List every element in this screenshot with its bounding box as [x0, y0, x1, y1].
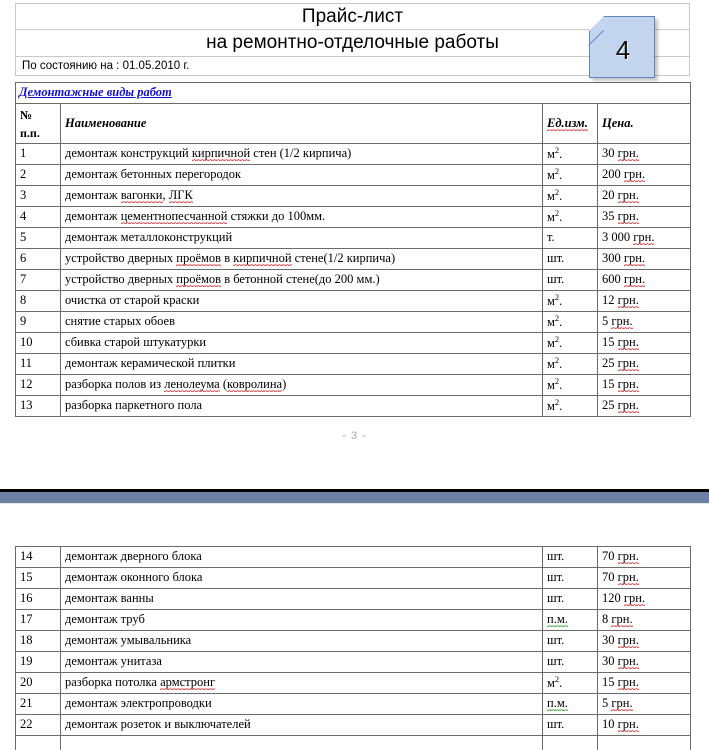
table-row[interactable]	[16, 228, 691, 249]
table-row[interactable]	[16, 375, 691, 396]
price-table-page-2	[15, 546, 691, 750]
row-price: 20 грн.	[598, 186, 691, 207]
row-price: 12 грн.	[598, 291, 691, 312]
row-name: снятие старых обоев	[61, 312, 543, 333]
row-name: демонтаж вагонки, ЛГК	[61, 186, 543, 207]
row-number: 8	[16, 291, 61, 312]
row-price: 15 грн.	[598, 375, 691, 396]
table-row[interactable]	[16, 333, 691, 354]
row-number: 6	[16, 249, 61, 270]
table-row[interactable]	[16, 270, 691, 291]
table-row[interactable]	[16, 568, 691, 589]
row-price	[598, 736, 691, 750]
row-name: демонтаж труб	[61, 610, 543, 631]
row-unit: шт.	[543, 568, 598, 589]
row-name: сбивка старой штукатурки	[61, 333, 543, 354]
row-number: 14	[16, 547, 61, 568]
page-footer: - 3 -	[342, 430, 367, 442]
document-as-of-date: По состоянию на : 01.05.2010 г.	[16, 57, 690, 76]
row-unit: $м^2$.	[543, 333, 598, 354]
row-price: 70 грн.	[598, 547, 691, 568]
document-title-line2: на ремонтно-отделочные работы	[16, 30, 690, 57]
row-number: 20	[16, 673, 61, 694]
row-unit: шт.	[543, 715, 598, 736]
row-unit	[543, 736, 598, 750]
row-number: 9	[16, 312, 61, 333]
header-unit	[543, 104, 598, 144]
row-price: 35 грн.	[598, 207, 691, 228]
row-price: 15 грн.	[598, 673, 691, 694]
document-title-line1: Прайс-лист	[16, 4, 690, 30]
header-name: Наименование	[61, 104, 543, 144]
table-row[interactable]	[16, 652, 691, 673]
row-unit: шт.	[543, 249, 598, 270]
row-number: 3	[16, 186, 61, 207]
row-number: 15	[16, 568, 61, 589]
sticky-note[interactable]	[589, 16, 655, 78]
row-price: 10 грн.	[598, 715, 691, 736]
table-row[interactable]	[16, 715, 691, 736]
row-number: 7	[16, 270, 61, 291]
row-price: 15 грн.	[598, 333, 691, 354]
section-header-row	[16, 83, 691, 104]
row-price: 200 грн.	[598, 165, 691, 186]
row-unit: шт.	[543, 270, 598, 291]
row-unit: п.м.	[543, 610, 598, 631]
row-name: демонтаж розеток и выключателей	[61, 715, 543, 736]
row-name: демонтаж конструкций кирпичной стен (1/2 кирпича)	[61, 144, 543, 165]
row-unit: $м^2$.	[543, 312, 598, 333]
row-price: 120 грн.	[598, 589, 691, 610]
sticky-note-number: 4	[615, 34, 631, 65]
header-num-line1: №	[20, 107, 33, 122]
header-num	[16, 104, 61, 144]
row-number: 4	[16, 207, 61, 228]
row-unit: $м^2$.	[543, 673, 598, 694]
row-unit: шт.	[543, 631, 598, 652]
price-table-page-1	[15, 82, 691, 417]
row-number: 1	[16, 144, 61, 165]
section-title: Демонтажные виды работ	[19, 85, 172, 100]
row-price: 5 грн.	[598, 312, 691, 333]
row-number: 22	[16, 715, 61, 736]
row-unit: шт.	[543, 547, 598, 568]
row-number: 12	[16, 375, 61, 396]
row-name: демонтаж цементнопесчанной стяжки до 100мм.	[61, 207, 543, 228]
row-number: 11	[16, 354, 61, 375]
header-unit-text: Ед.изм.	[547, 116, 588, 131]
row-name: разборка полов из ленолеума (ковролина)	[61, 375, 543, 396]
row-number	[16, 736, 61, 750]
row-name: демонтаж бетонных перегородок	[61, 165, 543, 186]
row-unit: $м^2$.	[543, 144, 598, 165]
row-name: демонтаж электропроводки	[61, 694, 543, 715]
row-name: разборка потолка армстронг	[61, 673, 543, 694]
row-number: 17	[16, 610, 61, 631]
row-price: 3 000 грн.	[598, 228, 691, 249]
table-row[interactable]	[16, 354, 691, 375]
row-price: 30 грн.	[598, 144, 691, 165]
row-price: 30 грн.	[598, 652, 691, 673]
table-row[interactable]	[16, 291, 691, 312]
row-name: демонтаж умывальника	[61, 631, 543, 652]
row-unit: $м^2$.	[543, 207, 598, 228]
price-table-body-page-2	[16, 547, 691, 750]
row-unit: $м^2$.	[543, 375, 598, 396]
row-number: 19	[16, 652, 61, 673]
price-table-body-page-1	[16, 83, 691, 417]
table-row[interactable]	[16, 547, 691, 568]
row-unit: $м^2$.	[543, 396, 598, 417]
row-number: 2	[16, 165, 61, 186]
row-price: 8 грн.	[598, 610, 691, 631]
row-name: демонтаж ванны	[61, 589, 543, 610]
row-name: демонтаж унитаза	[61, 652, 543, 673]
row-unit: $м^2$.	[543, 165, 598, 186]
page-break-separator	[0, 492, 709, 503]
table-row[interactable]	[16, 249, 691, 270]
row-price: 25 грн.	[598, 354, 691, 375]
table-row[interactable]	[16, 396, 691, 417]
row-price: 300 грн.	[598, 249, 691, 270]
table-row[interactable]	[16, 736, 691, 750]
table-row[interactable]	[16, 186, 691, 207]
row-number: 21	[16, 694, 61, 715]
row-number: 10	[16, 333, 61, 354]
row-name	[61, 736, 543, 750]
table-row[interactable]	[16, 694, 691, 715]
row-unit: $м^2$.	[543, 291, 598, 312]
row-price: 30 грн.	[598, 631, 691, 652]
table-row[interactable]	[16, 589, 691, 610]
table-row[interactable]	[16, 610, 691, 631]
section-header-cell	[16, 83, 691, 104]
row-unit: п.м.	[543, 694, 598, 715]
table-row[interactable]	[16, 312, 691, 333]
header-num-line2: п.п.	[20, 125, 40, 140]
row-unit: шт.	[543, 589, 598, 610]
row-name: устройство дверных проёмов в кирпичной стене(1/2 кирпича)	[61, 249, 543, 270]
table-row[interactable]	[16, 631, 691, 652]
row-price: 70 грн.	[598, 568, 691, 589]
row-name: устройство дверных проёмов в бетонной стене(до 200 мм.)	[61, 270, 543, 291]
row-price: 25 грн.	[598, 396, 691, 417]
column-header-row	[16, 104, 691, 144]
header-price: Цена.	[598, 104, 691, 144]
table-row[interactable]	[16, 144, 691, 165]
row-price: 5 грн.	[598, 694, 691, 715]
row-name: демонтаж дверного блока	[61, 547, 543, 568]
row-name: разборка паркетного пола	[61, 396, 543, 417]
page-2	[0, 504, 709, 750]
row-number: 13	[16, 396, 61, 417]
row-unit: т.	[543, 228, 598, 249]
row-name: очистка от старой краски	[61, 291, 543, 312]
row-price: 600 грн.	[598, 270, 691, 291]
table-row[interactable]	[16, 165, 691, 186]
row-number: 5	[16, 228, 61, 249]
table-row[interactable]	[16, 673, 691, 694]
row-number: 16	[16, 589, 61, 610]
row-unit: $м^2$.	[543, 186, 598, 207]
row-number: 18	[16, 631, 61, 652]
row-name: демонтаж оконного блока	[61, 568, 543, 589]
row-name: демонтаж металлоконструкций	[61, 228, 543, 249]
row-unit: $м^2$.	[543, 354, 598, 375]
row-name: демонтаж керамической плитки	[61, 354, 543, 375]
row-unit: шт.	[543, 652, 598, 673]
table-row[interactable]	[16, 207, 691, 228]
